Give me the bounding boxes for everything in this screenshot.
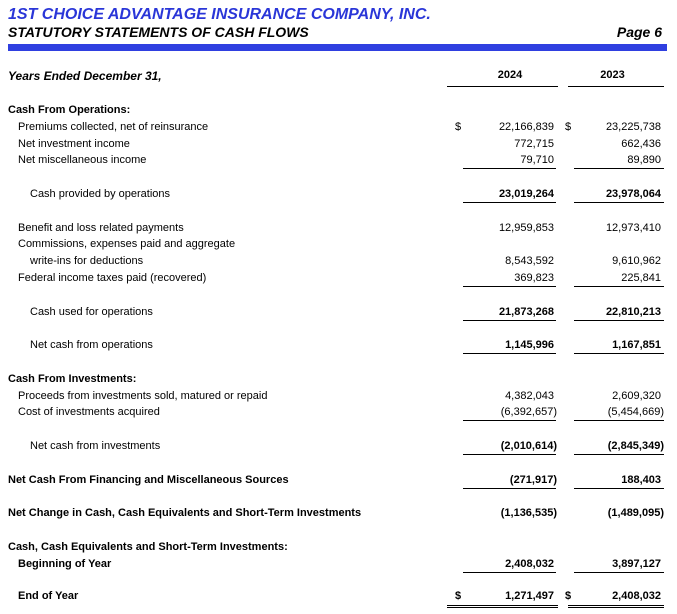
- subtotal-rule: [463, 202, 556, 203]
- provided-label: Cash provided by operations: [30, 188, 171, 200]
- subtotal-rule: [574, 572, 664, 573]
- net-inv-2023: (2,845,349): [607, 440, 664, 452]
- invest-income-2023: 662,436: [621, 138, 661, 150]
- page-number: Page 6: [616, 24, 662, 40]
- subtotal-rule: [463, 168, 556, 169]
- dollar-sign: $: [455, 121, 462, 133]
- subtotal-rule: [574, 286, 664, 287]
- benefit-label: Benefit and loss related payments: [18, 222, 184, 234]
- total-double-rule: [447, 605, 558, 608]
- used-2023: 22,810,213: [605, 306, 661, 318]
- net-change-2024: (1,136,535): [500, 507, 557, 519]
- net-change-label: Net Change in Cash, Cash Equivalents and Short-Term Investments: [8, 507, 362, 519]
- net-change-2023: (1,489,095): [607, 507, 664, 519]
- beginning-2024: 2,408,032: [505, 558, 554, 570]
- subtotal-rule: [574, 320, 664, 321]
- statement-title: STATUTORY STATEMENTS OF CASH FLOWS: [8, 24, 309, 40]
- subtotal-rule: [463, 454, 556, 455]
- subtotal-rule: [463, 420, 556, 421]
- header-bar: [8, 44, 667, 51]
- misc-income-2024: 79,710: [520, 154, 554, 166]
- writeins-2023: 9,610,962: [612, 255, 661, 267]
- net-inv-2024: (2,010,614): [500, 440, 557, 452]
- proceeds-2024: 4,382,043: [505, 390, 554, 402]
- net-ops-2023: 1,167,851: [612, 339, 661, 351]
- premiums-2023: 23,225,738: [605, 121, 661, 133]
- cost-label: Cost of investments acquired: [18, 406, 160, 418]
- dollar-sign: $: [565, 121, 572, 133]
- end-2024: 1,271,497: [505, 590, 554, 602]
- subtotal-rule: [574, 454, 664, 455]
- taxes-label: Federal income taxes paid (recovered): [18, 272, 207, 284]
- taxes-2024: 369,823: [514, 272, 554, 284]
- financing-2024: (271,917): [509, 474, 557, 486]
- cash-heading: Cash, Cash Equivalents and Short-Term Investments:: [8, 541, 288, 553]
- dollar-sign: $: [565, 590, 572, 602]
- cost-2023: (5,454,669): [607, 406, 664, 418]
- misc-income-label: Net miscellaneous income: [18, 154, 147, 166]
- subtotal-rule: [463, 320, 556, 321]
- used-2024: 21,873,268: [498, 306, 554, 318]
- ops-heading: Cash From Operations:: [8, 104, 131, 116]
- year-2023-rule: [568, 86, 664, 87]
- proceeds-2023: 2,609,320: [612, 390, 661, 402]
- subtotal-rule: [463, 286, 556, 287]
- financing-label: Net Cash From Financing and Miscellaneous Sources: [8, 474, 289, 486]
- years-label: Years Ended December 31,: [8, 69, 162, 83]
- year-2023-header: 2023: [600, 69, 625, 81]
- provided-2023: 23,978,064: [605, 188, 661, 200]
- subtotal-rule: [463, 353, 556, 354]
- subtotal-rule: [574, 168, 664, 169]
- misc-income-2023: 89,890: [627, 154, 661, 166]
- end-2023: 2,408,032: [612, 590, 661, 602]
- premiums-2024: 22,166,839: [498, 121, 554, 133]
- end-label: End of Year: [18, 590, 79, 602]
- subtotal-rule: [574, 353, 664, 354]
- inv-heading: Cash From Investments:: [8, 373, 137, 385]
- subtotal-rule: [574, 420, 664, 421]
- beginning-2023: 3,897,127: [612, 558, 661, 570]
- financing-2023: 188,403: [621, 474, 661, 486]
- used-label: Cash used for operations: [30, 306, 153, 318]
- premiums-label: Premiums collected, net of reinsurance: [18, 121, 209, 133]
- year-2024-rule: [447, 86, 558, 87]
- proceeds-label: Proceeds from investments sold, matured or repaid: [18, 390, 268, 402]
- benefit-2023: 12,973,410: [605, 222, 661, 234]
- dollar-sign: $: [455, 590, 462, 602]
- subtotal-rule: [463, 572, 556, 573]
- commissions-label: Commissions, expenses paid and aggregate: [18, 238, 236, 250]
- net-ops-2024: 1,145,996: [505, 339, 554, 351]
- invest-income-2024: 772,715: [514, 138, 554, 150]
- year-2024-header: 2024: [497, 69, 523, 81]
- net-inv-label: Net cash from investments: [30, 440, 161, 452]
- invest-income-label: Net investment income: [18, 138, 130, 150]
- cost-2024: (6,392,657): [500, 406, 557, 418]
- beginning-label: Beginning of Year: [18, 558, 112, 570]
- writeins-label: write-ins for deductions: [30, 255, 144, 267]
- subtotal-rule: [574, 488, 664, 489]
- provided-2024: 23,019,264: [498, 188, 554, 200]
- taxes-2023: 225,841: [621, 272, 661, 284]
- total-double-rule: [568, 605, 664, 608]
- company-name: 1ST CHOICE ADVANTAGE INSURANCE COMPANY, INC.: [8, 6, 431, 23]
- subtotal-rule: [463, 488, 556, 489]
- benefit-2024: 12,959,853: [498, 222, 554, 234]
- subtotal-rule: [574, 202, 664, 203]
- writeins-2024: 8,543,592: [505, 255, 554, 267]
- net-ops-label: Net cash from operations: [30, 339, 153, 351]
